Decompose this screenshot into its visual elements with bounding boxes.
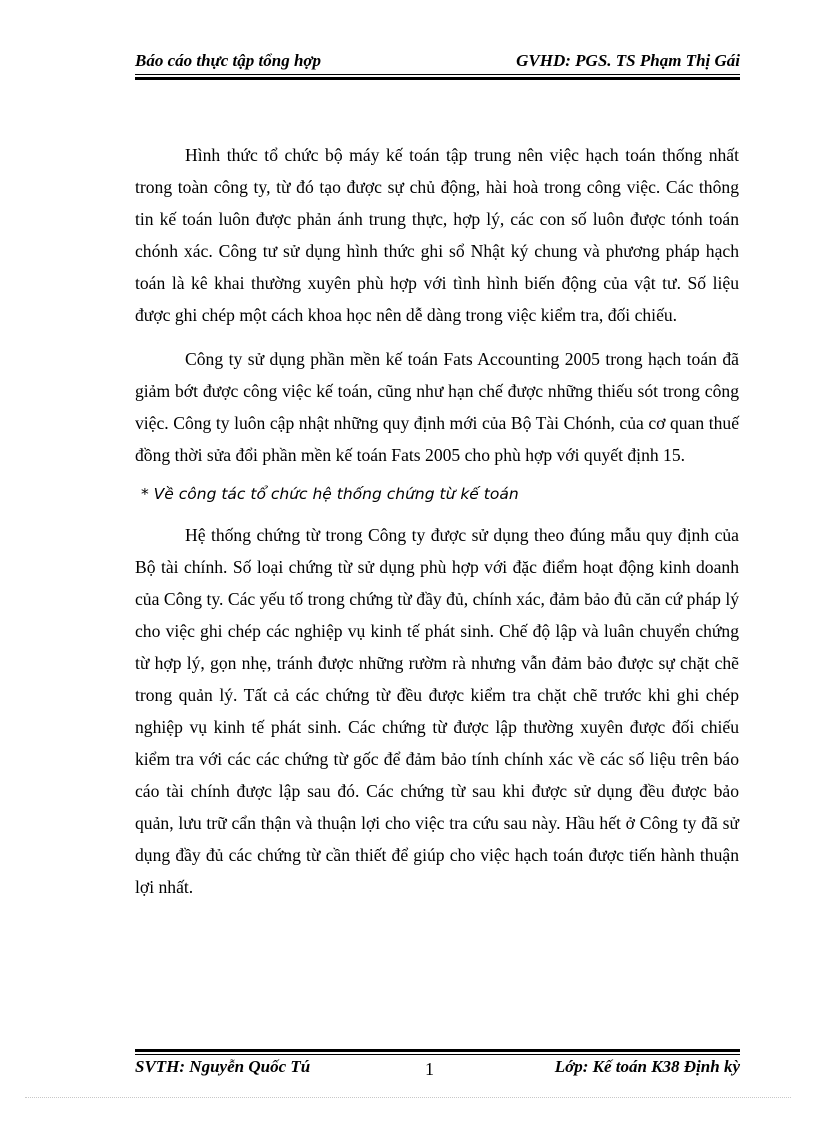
page-number: 1 [425, 1059, 434, 1079]
page-body [135, 139, 739, 903]
body-paragraph-3: Hệ thống chứng từ trong Công ty được sử dụng theo đúng mẫu quy định của Bộ tài chính. Số loại chứng từ sử dụng phù hợp với đặc điểm hoạt động kinh doanh của Công ty. Các yếu tố trong chứng từ đầy đủ, chính xác, đảm bảo đủ căn cứ pháp lý cho việc ghi chép các nghiệp vụ kinh tế phát sinh. Chế độ lập và luân chuyển chứng từ hợp lý, gọn nhẹ, tránh được những rườm rà nhưng vẫn đảm bảo được sự chặt chẽ trong quản lý. Tất cả các chứng từ đều được kiểm tra chặt chẽ trước khi ghi chép nghiệp vụ kinh tế phát sinh. Các chứng từ được lập thường xuyên được đối chiếu kiểm tra với các các chứng từ gốc để đảm bảo tính chính xác về các số liệu trên báo cáo tài chính được lập sau đó. Các chứng từ sau khi được sử dụng đều được bảo quản, lưu trữ cẩn thận và thuận lợi cho việc tra cứu sau này. Hầu hết ở Công ty đã sử dụng đầy đủ các chứng từ cần thiết để giúp cho việc hạch toán được tiến hành thuận lợi nhất. [135, 525, 739, 897]
header-rule-thick [135, 77, 740, 80]
body-paragraph-2: Công ty sử dụng phần mền kế toán Fats Accounting 2005 trong hạch toán đã giảm bớt được công việc kế toán, cũng như hạn chế được những thiếu sót trong công việc. Công ty luôn cập nhật những quy định mới của Bộ Tài Chónh, của cơ quan thuế đồng thời sửa đổi phần mền kế toán Fats 2005 cho phù hợp với quyết định 15. [135, 349, 739, 465]
footer-class-name: Lớp: Kế toán K38 Định kỳ [554, 1057, 740, 1076]
footer-student-name: SVTH: Nguyễn Quốc Tú [135, 1057, 311, 1076]
header-rule-thin [135, 74, 740, 75]
page-footer [135, 1055, 740, 1079]
page-header [135, 50, 740, 72]
header-report-title: Báo cáo thực tập tổng hợp [135, 51, 322, 70]
section-subheading: * Về công tác tổ chức hệ thống chứng từ kế toán [141, 485, 519, 503]
body-paragraph-1: Hình thức tổ chức bộ máy kế toán tập trung nên việc hạch toán thống nhất trong toàn công ty, từ đó tạo được sự chủ động, hài hoà trong công việc. Các thông tin kế toán luôn được phản ánh trung thực, hợp lý, các con số luôn được tónh toán chónh xác. Công tư sử dụng hình thức ghi sổ Nhật ký chung và phương pháp hạch toán là kê khai thường xuyên phù hợp với tình hình biến động của vật tư. Số liệu được ghi chép một cách khoa học nên dễ dàng trong việc kiểm tra, đối chiếu. [135, 145, 739, 325]
page-bottom-edge [25, 1097, 791, 1098]
footer-rule-thick [135, 1049, 740, 1052]
header-supervisor: GVHD: PGS. TS Phạm Thị Gái [516, 51, 740, 70]
